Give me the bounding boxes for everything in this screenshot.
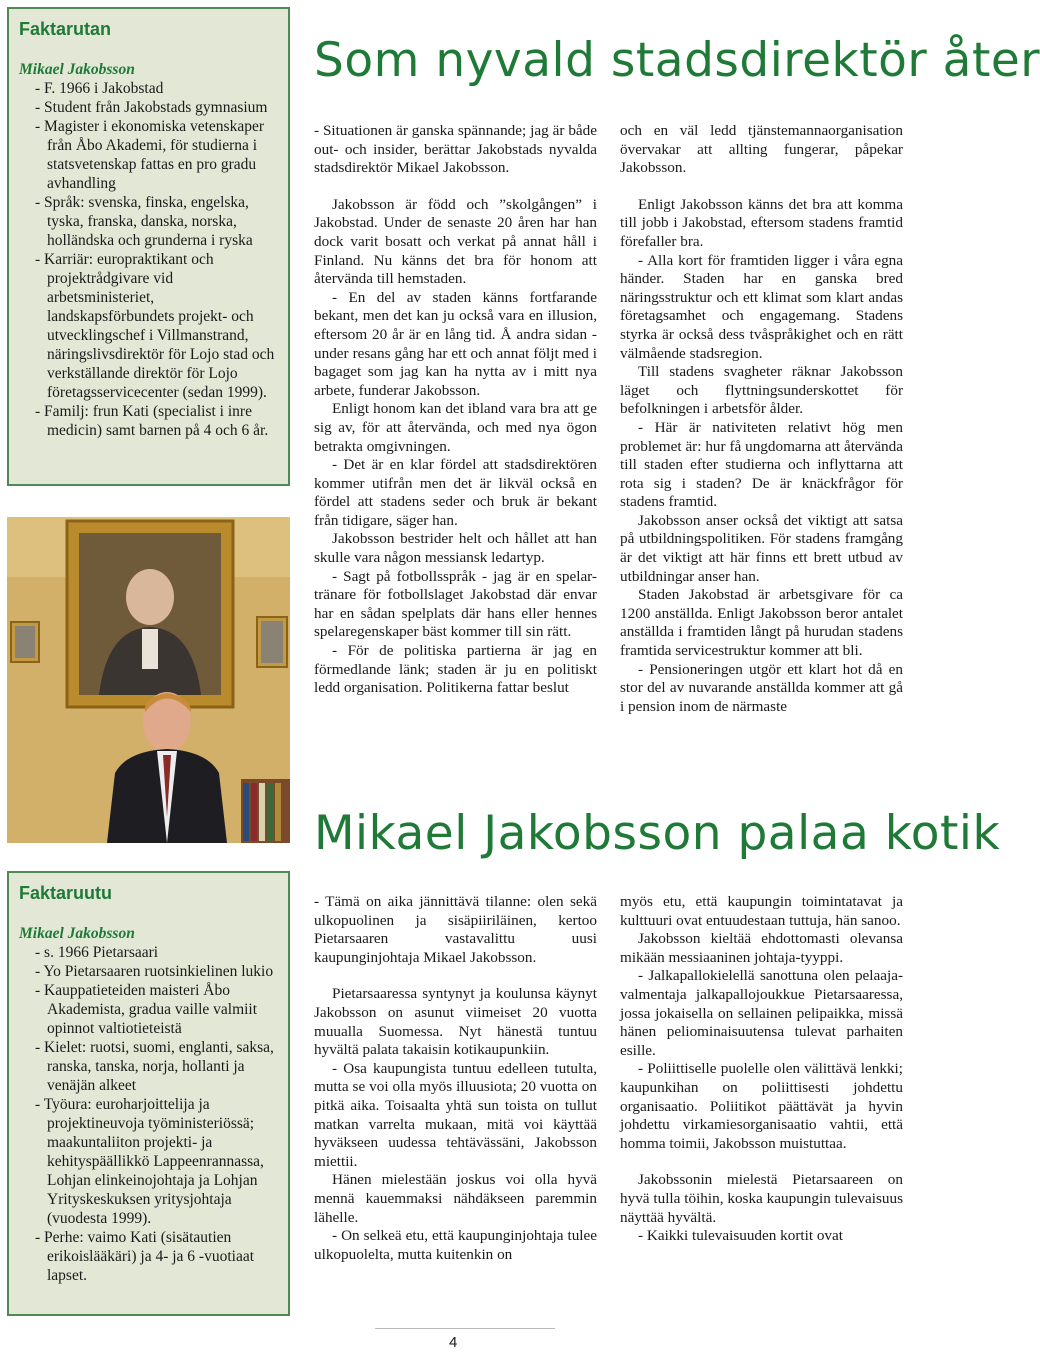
factbox-list bbox=[19, 943, 278, 1285]
factbox-item: - Magister i ekonomiska vetenskaper från Åbo Akademi, för studierna i statsvetenskap fattas en pro gradu avhandling bbox=[35, 118, 264, 192]
article-column-fi-2 bbox=[620, 893, 903, 1246]
paragraph: - Kaikki tulevaisuuden kortit ovat bbox=[638, 1227, 843, 1245]
factbox-item: - Familj: frun Kati (specialist i inre medicin) samt barnen på 4 och 6 år. bbox=[35, 403, 269, 439]
factbox-finnish bbox=[7, 871, 290, 1316]
paragraph: Enligt honom kan det ibland vara bra att ge sig av, för att återvända, och med nya ögon betrakta omgivningen. bbox=[314, 400, 597, 455]
factbox-item: - s. 1966 Pietarsaari bbox=[35, 944, 159, 961]
factbox-title: Faktaruutu bbox=[19, 883, 113, 903]
factbox-item: - Språk: svenska, finska, engelska, tyska, franska, danska, norska, holländska och grunderna i ryska bbox=[35, 194, 253, 249]
paragraph: Enligt Jakobsson känns det bra att komma till jobb i Jakobstad, eftersom stadens framtid förefaller bra. bbox=[620, 195, 903, 250]
article-column-sv-2 bbox=[620, 122, 903, 716]
paragraph: - Tämä on aika jännittävä tilanne: olen sekä ulkopuolinen ja sisäpiiriläinen, kertoo Pietarsaaren vastavalittu uusi kaupunginjohtaja Mikael Jakobsson. bbox=[314, 893, 597, 966]
paragraph: och en väl ledd tjänstemannaorganisation övervakar att allting fungerar, påpekar Jakobsson. bbox=[620, 122, 903, 177]
paragraph: - Sagt på fotbollsspråk - jag är en spelar-tränare för fotbollslaget Jakobstad där envar har en sådan spelplats där hans eller hennes spelaregenskaper bäst kommer till sin rätt. bbox=[314, 567, 597, 641]
article-column-fi-1 bbox=[314, 893, 597, 1264]
factbox-name: Mikael Jakobsson bbox=[19, 61, 135, 78]
portrait-photo bbox=[7, 517, 290, 843]
factbox-item: - Työura: euroharjoittelija ja projektineuvoja työministeriössä; maakuntaliiton projekti- ja kehityspäällikkö Lappeenrannassa, Lohjan elinkeinojohtaja ja Lohjan Yrityskeskuksen yritysjohtaja (vuodesta 1999). bbox=[35, 1096, 264, 1227]
paragraph: - Jalkapallokielellä sanottuna olen pelaaja-valmentaja jalkapallojoukkue Pietarsaaressa, jossa jokaisella on sellainen pelipaikka, missä hänen peliominaisuutensa tulevat parhaiten esille. bbox=[620, 967, 903, 1059]
factbox-item: - Karriär: europraktikant och projektrådgivare vid arbetsministeriet, landskapsförbundets projekt- och utvecklingschef i Villmanstrand, näringslivsdirektör för Lojo stad och verkställande direktör för Lojo företagsservicecenter (sedan 1999). bbox=[35, 251, 275, 401]
paragraph: - Alla kort för framtiden ligger i våra egna händer. Staden har en ganska bred näringsstruktur och ett klimat som klart andas företagsamhet och engagemang. Stadens styrka är också dess tvåspråkighet och en rätt välmående stadsregion. bbox=[620, 251, 903, 362]
factbox-item: - F. 1966 i Jakobstad bbox=[35, 80, 164, 97]
page-number: 4 bbox=[449, 1334, 458, 1351]
factbox-title: Faktarutan bbox=[19, 19, 112, 39]
paragraph: - En del av staden känns fortfarande bekant, men det kan ju också vara en illusion, eftersom 20 år är en lång tid. Å andra sidan - under resans gång har ett och annat följt med i bagaget som jag kan ha nytta av i mitt nya arbete, funderar Jakobsson. bbox=[314, 288, 597, 399]
paragraph: - Osa kaupungista tuntuu edelleen tutulta, mutta se voi olla myös illuusiota; 20 vuotta on pitkä aika. Toisaalta yhtä sun toista on tullut matkan varrelta mukaan, mitä voi käyttää hyväkseen uudessa tehtävässäni, Jakobsson miettii. bbox=[314, 1059, 597, 1170]
page-footer-rule bbox=[375, 1328, 555, 1329]
paragraph: Jakobsson anser också det viktigt att satsa på utbildningspolitiken. För stadens framgång är det viktigt att här finns ett brett utbud av utbildningar anser han. bbox=[620, 511, 903, 585]
paragraph: - För de politiska partierna är jag en förmedlande länk; staden är ju en politiskt ledd organisation. Politikerna fattar beslut bbox=[314, 642, 597, 697]
paragraph: Jakobsson bestrider helt och hållet att han skulle vara någon messiansk ledartyp. bbox=[314, 530, 597, 567]
article-column-sv-1 bbox=[314, 122, 597, 698]
portrait-illustration bbox=[7, 517, 290, 843]
paragraph: Hänen mielestään joskus voi olla hyvä mennä kauemmaksi nähdäkseen paremmin lähelle. bbox=[314, 1171, 597, 1226]
factbox-item: - Kielet: ruotsi, suomi, englanti, saksa, ranska, tanska, norja, hollanti ja venäjän alkeet bbox=[35, 1039, 274, 1094]
paragraph: Jakobsson är född och ”skolgången” i Jakobstad. Under de senaste 20 åren har han dock varit bosatt och verkat på annat håll i Finland. Nu känns det bra för honom att återvända till hemstaden. bbox=[314, 195, 597, 288]
paragraph: - Situationen är ganska spännande; jag är både out- och insider, berättar Jakobstads nyvalda stadsdirektör Mikael Jakobsson. bbox=[314, 122, 597, 177]
headline-swedish: Som nyvald stadsdirektör åter bbox=[314, 33, 1040, 88]
factbox-swedish bbox=[7, 7, 290, 486]
paragraph: Jakobsson kieltää ehdottomasti olevansa mikään messiaaninen johtaja-tyyppi. bbox=[620, 930, 903, 966]
factbox-name: Mikael Jakobsson bbox=[19, 925, 135, 942]
factbox-item: - Kauppatieteiden maisteri Åbo Akademista, gradua vaille valmiit opinnot valtiotieteistä bbox=[35, 982, 258, 1037]
factbox-item: - Student från Jakobstads gymnasium bbox=[35, 99, 268, 116]
factbox-list bbox=[19, 79, 278, 440]
headline-finnish: Mikael Jakobsson palaa kotik bbox=[314, 806, 1001, 861]
paragraph: Staden Jakobstad är arbetsgivare för ca 1200 anställda. Enligt Jakobsson beror antalet anställda i framtiden långt på hurudan stadens framtida servicestruktur kommer att bli. bbox=[620, 586, 903, 660]
factbox-item: - Yo Pietarsaaren ruotsinkielinen lukio bbox=[35, 963, 274, 980]
paragraph: myös etu, että kaupungin toimintatavat ja kulttuuri ovat entuudestaan tuttuja, hän sanoo. bbox=[620, 893, 903, 929]
paragraph: Jakobssonin mielestä Pietarsaareen on hyvä tulla töihin, koska kaupungin tulevaisuus näyttää hyvältä. bbox=[620, 1171, 903, 1226]
paragraph: Till stadens svagheter räknar Jakobsson läget och flyttningsunderskottet för befolkningen i arbetsför ålder. bbox=[620, 363, 903, 418]
paragraph: Pietarsaaressa syntynyt ja koulunsa käynyt Jakobsson on asunut viimeiset 20 vuotta muualla Suomessa. Nyt hänestä tuntuu hyvältä palata takaisin kotikaupunkiin. bbox=[314, 985, 597, 1059]
factbox-item: - Perhe: vaimo Kati (sisätautien erikoislääkäri) ja 4- ja 6 -vuotiaat lapset. bbox=[35, 1229, 255, 1284]
paragraph: - Här är nativiteten relativt hög men problemet är: hur få ungdomarna att återvända till staden efter studierna och inflyttarna att rota sig i staden? De är knäckfrågor för stadens framtid. bbox=[620, 418, 903, 511]
paragraph: - On selkeä etu, että kaupunginjohtaja tulee ulkopuolelta, mutta kuitenkin on bbox=[314, 1227, 597, 1263]
paragraph: - Det är en klar fördel att stadsdirektören kommer utifrån men det är likväl också en fördel att stadens seder och bruk är bekant från tidigare, säger han. bbox=[314, 456, 597, 529]
paragraph: - Pensioneringen utgör ett klart hot då en stor del av nuvarande anställda kommer att gå i pension inom de närmaste bbox=[620, 660, 903, 715]
paragraph: - Poliittiselle puolelle olen välittävä lenkki; kaupunkihan on poliittisesti johdettu organisaatio. Poliitikot päättävät ja hyvin johdettu virkamiesorganisaatio vahtii, että homma toimii, Jakobsson muistuttaa. bbox=[620, 1060, 903, 1152]
